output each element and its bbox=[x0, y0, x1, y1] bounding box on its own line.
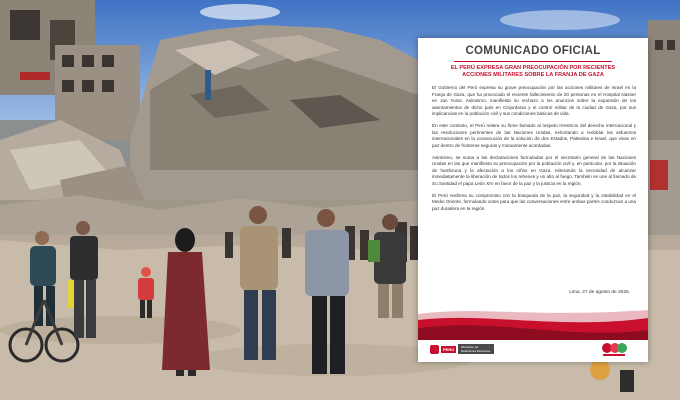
ministry-logo-label: Ministerio de Relaciones Exteriores bbox=[458, 344, 494, 354]
red-wave-decoration bbox=[418, 296, 648, 346]
peru-government-logo bbox=[430, 344, 494, 354]
communique-title: COMUNICADO OFICIAL bbox=[465, 45, 601, 57]
peru-shield-icon bbox=[430, 345, 439, 354]
communique-body bbox=[432, 85, 636, 218]
title-divider bbox=[454, 61, 612, 62]
communique-subtitle: EL PERÚ EXPRESA GRAN PREOCUPACIÓN POR RECIENTES ACCIONES MILITARES SOBRE LA FRANJA DE GAZA bbox=[450, 65, 616, 79]
communique-date: Lima, 27 de agosto de 2025. bbox=[569, 290, 630, 295]
paragraph-4: El Perú reafirma su compromiso con la búsqueda de la paz, la seguridad y la estabilidad en el Medio Oriente, formulando votos para que las conversaciones entre ambas partes conduzcan a una paz duradera en la región. bbox=[432, 192, 636, 211]
paragraph-2: En este contexto, el Perú reitera su firme llamado al respeto irrestricto del derecho internacional y las resoluciones pertinentes de las Naciones Unidas, exhortando a redoblar los esfuerzos internacionales en la consecución de la solución de dos Estados, Palestina e Israel, que vivan en paz dentro de fronteras seguras y mutuamente acordadas. bbox=[432, 123, 636, 148]
official-communique bbox=[418, 38, 648, 362]
bicentennial-logo-icon bbox=[600, 340, 628, 358]
paragraph-3: Asimismo, se suma a las declaraciones formuladas por el secretario general de las Naciones Unidas en las que manifiesta su preocupación por la población civil y, en particular, por la situación de hambruna y la afectación a los niños en Gaza, reiterando la necesidad de alcanzar inmediatamente la liberación de todos los rehenes y un alto al fuego. También se une al llamado de Su Santidad el papa León XIV en favor de la paz y la justicia en la región. bbox=[432, 154, 636, 186]
peru-logo-label: PERÚ bbox=[443, 346, 455, 352]
paragraph-1: El Gobierno del Perú expresa su grave preocupación por las acciones militares de Israel en la Franja de Gaza, que ha provocado el reciente fallecimiento de 20 personas en el Hospital Nasser en Jan Yunis. Asimismo, manifiesta su rechazo a los anuncios sobre la expansión de los asentamientos de dicho país en Cisjordania y el control militar de la ciudad de Gaza, por sus implicancias en la población civil y sus condiciones básicas de vida. bbox=[432, 85, 636, 116]
